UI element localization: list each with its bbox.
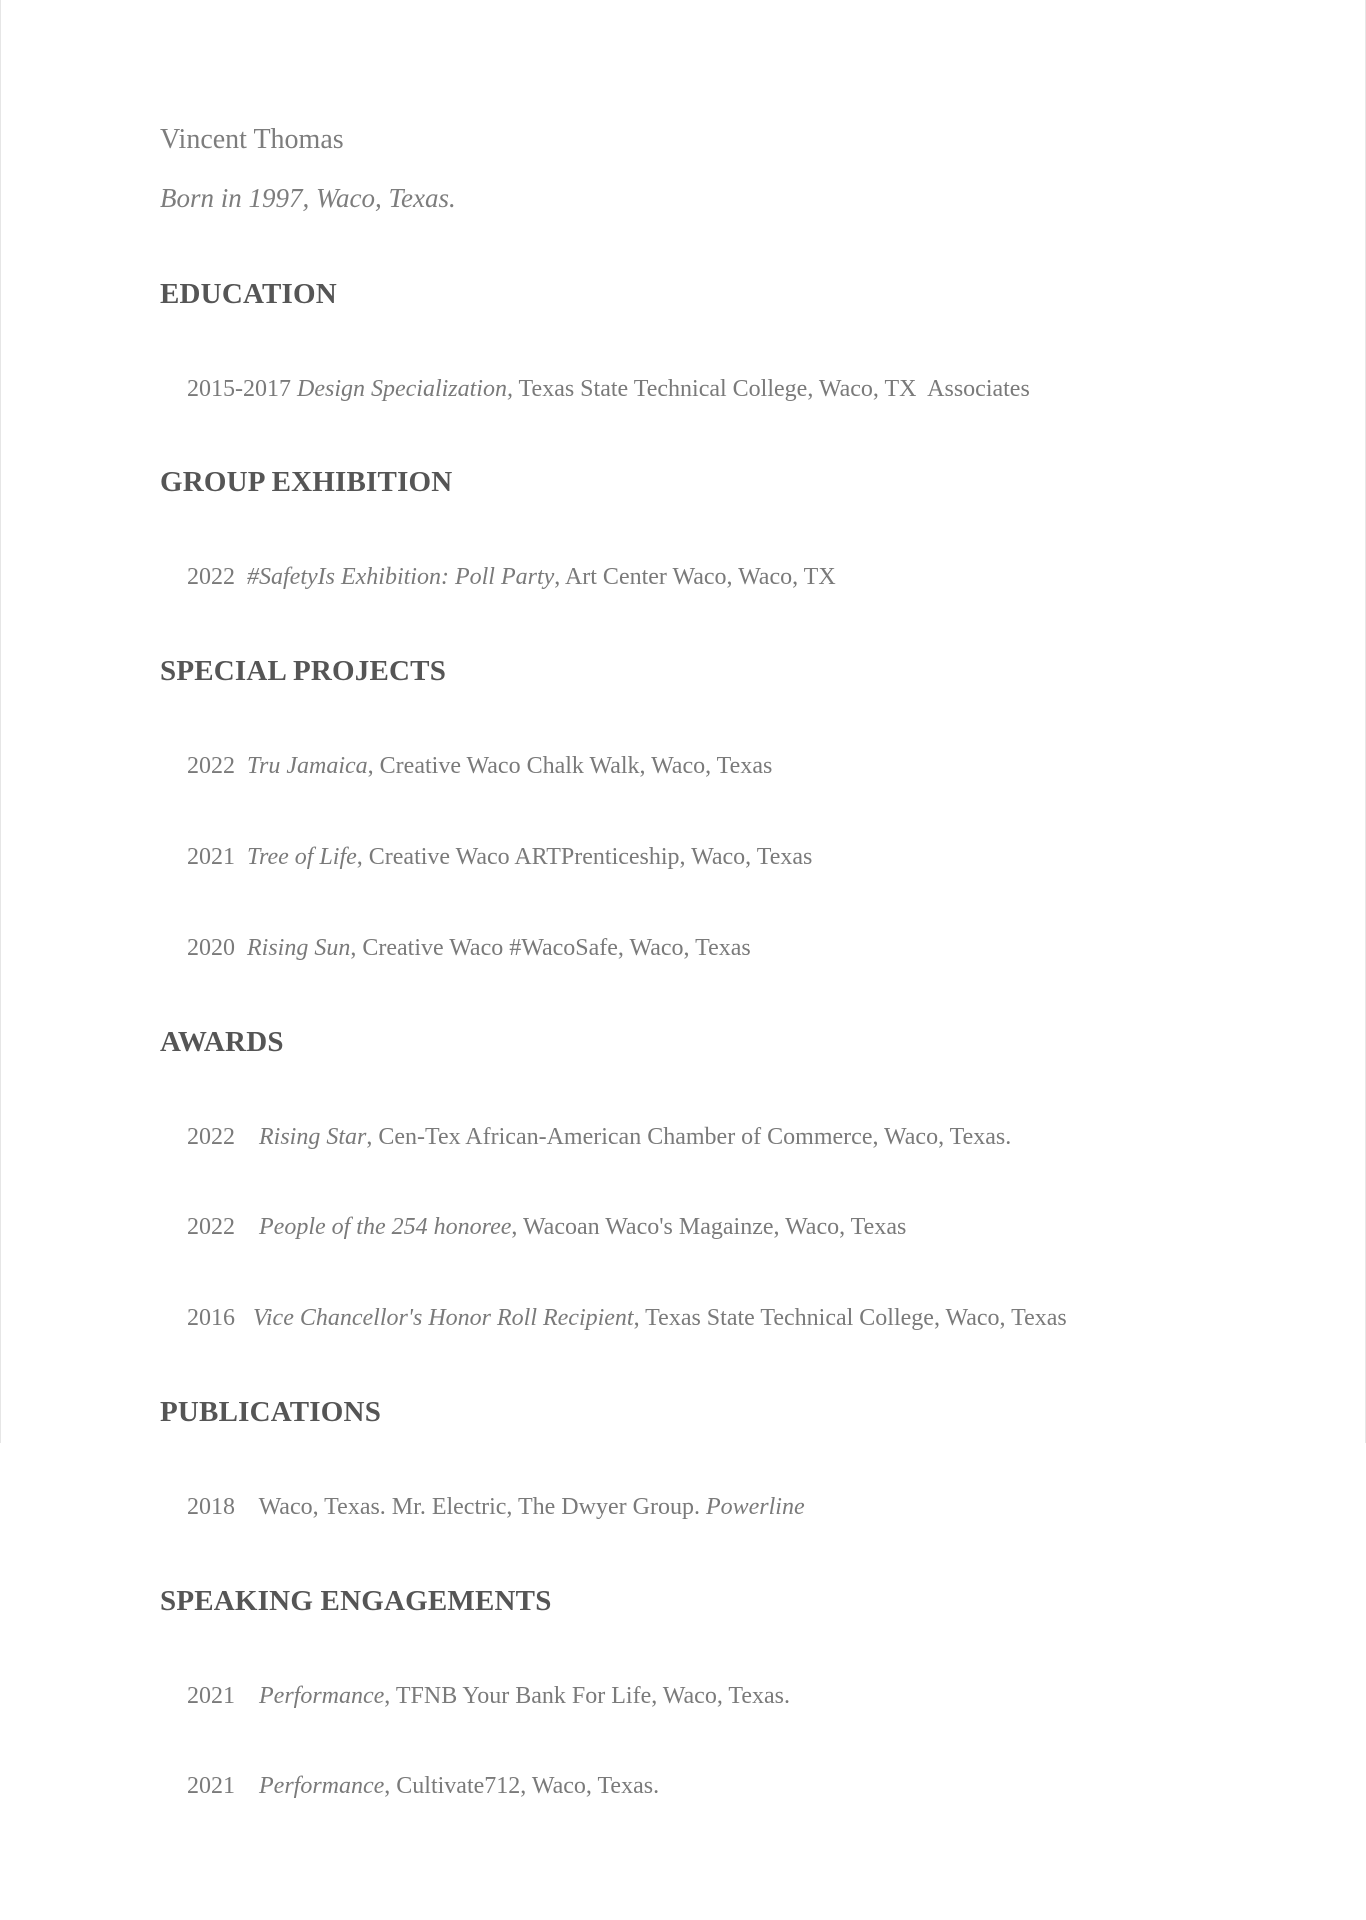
- heading-group-exhibition: GROUP EXHIBITION: [160, 466, 453, 498]
- entry-year: 2022: [187, 1214, 259, 1240]
- award-entry: [187, 1121, 1011, 1153]
- entry-title: Design Specialization,: [297, 376, 513, 402]
- entry-details: , Cultivate712, Waco, Texas.: [384, 1773, 660, 1799]
- entry-year: 2021: [187, 1683, 259, 1709]
- entry-pre: Waco, Texas. Mr. Electric, The Dwyer Group.: [258, 1494, 706, 1520]
- entry-details: , Texas State Technical College, Waco, Texas: [633, 1305, 1067, 1331]
- education-entry: [187, 373, 1030, 405]
- heading-awards: AWARDS: [160, 1026, 284, 1058]
- entry-year: 2022: [187, 564, 247, 590]
- publication-entry: [187, 1491, 805, 1523]
- project-entry: [187, 932, 751, 964]
- entry-year: 2021: [187, 844, 247, 870]
- page-edge-left: [0, 0, 1, 1443]
- entry-details: , Cen-Tex African-American Chamber of Commerce, Waco, Texas.: [366, 1124, 1012, 1150]
- entry-details: , Art Center Waco, Waco, TX: [554, 564, 836, 590]
- project-entry: [187, 750, 772, 782]
- speaking-entry: [187, 1680, 790, 1712]
- entry-year: 2021: [187, 1773, 259, 1799]
- entry-details: Texas State Technical College, Waco, TX Associates: [512, 376, 1030, 402]
- entry-title: Powerline: [705, 1494, 805, 1520]
- entry-title: Tree of Life: [247, 844, 357, 870]
- project-entry: [187, 841, 812, 873]
- entry-title: Performance: [259, 1683, 385, 1709]
- entry-title: Rising Star: [259, 1124, 367, 1150]
- award-entry: [187, 1302, 1067, 1334]
- entry-title: Vice Chancellor's Honor Roll Recipient: [253, 1305, 634, 1331]
- entry-details: , Creative Waco Chalk Walk, Waco, Texas: [367, 753, 773, 779]
- heading-special-projects: SPECIAL PROJECTS: [160, 655, 447, 687]
- heading-publications: PUBLICATIONS: [160, 1396, 382, 1428]
- entry-title: Tru Jamaica: [247, 753, 368, 779]
- entry-year: 2018: [187, 1494, 259, 1520]
- entry-details: , Creative Waco #WacoSafe, Waco, Texas: [350, 935, 751, 961]
- entry-details: , Wacoan Waco's Magainze, Waco, Texas: [511, 1214, 907, 1240]
- entry-title: Rising Sun: [247, 935, 351, 961]
- entry-year: 2020: [187, 935, 247, 961]
- award-entry: [187, 1211, 906, 1243]
- artist-name: Vincent Thomas: [160, 124, 344, 155]
- entry-year: 2022: [187, 1124, 259, 1150]
- entry-year: 2022: [187, 753, 247, 779]
- entry-year: 2016: [187, 1305, 253, 1331]
- speaking-entry: [187, 1770, 659, 1802]
- entry-title: Performance: [259, 1773, 385, 1799]
- entry-details: , TFNB Your Bank For Life, Waco, Texas.: [384, 1683, 791, 1709]
- exhibition-entry: [187, 561, 836, 593]
- entry-year: 2015-2017: [187, 376, 297, 402]
- artist-birth-info: Born in 1997, Waco, Texas.: [160, 183, 456, 213]
- entry-details: , Creative Waco ARTPrenticeship, Waco, Texas: [356, 844, 813, 870]
- entry-title: #SafetyIs Exhibition: Poll Party: [247, 564, 555, 590]
- heading-speaking-engagements: SPEAKING ENGAGEMENTS: [160, 1585, 552, 1617]
- entry-title: People of the 254 honoree: [259, 1214, 512, 1240]
- heading-education: EDUCATION: [160, 278, 337, 310]
